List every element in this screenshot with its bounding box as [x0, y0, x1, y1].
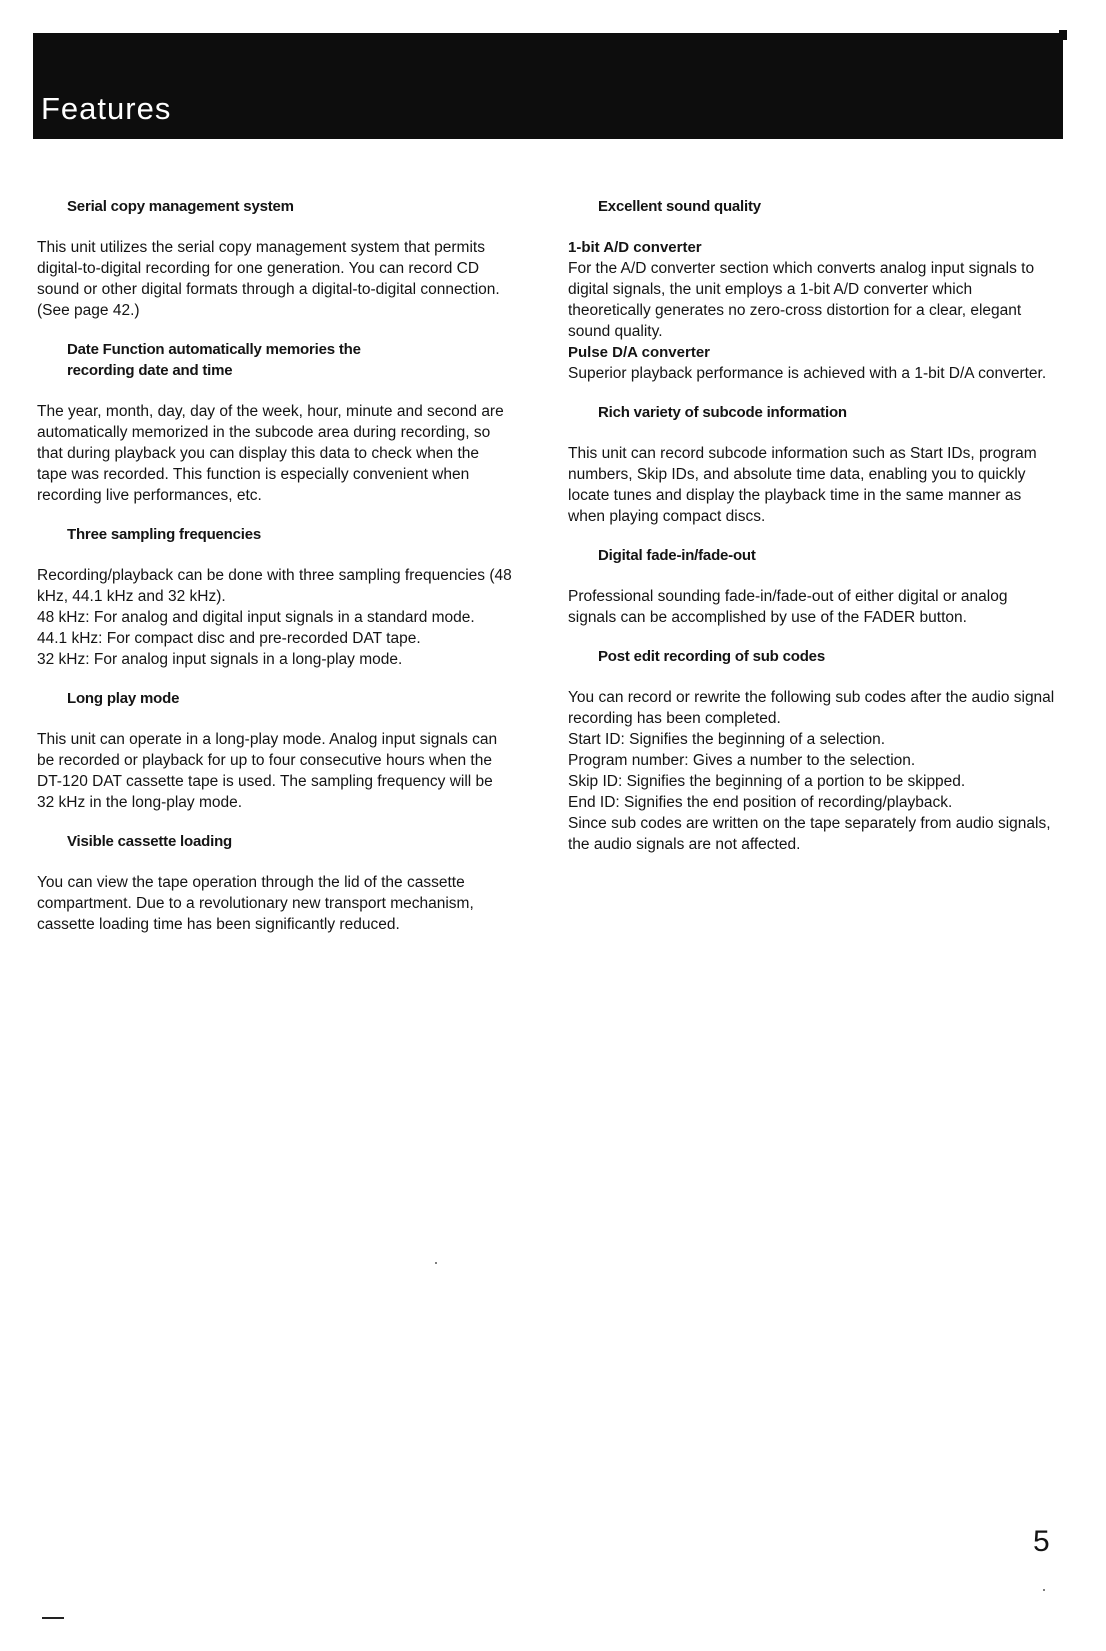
- header-corner-mark: [1059, 30, 1067, 40]
- section-heading: Date Function automatically memories the recording date and time: [67, 341, 361, 379]
- footer-dash: [42, 1617, 64, 1619]
- section-heading: Excellent sound quality: [598, 198, 761, 215]
- section-cassette-loading: [37, 831, 512, 935]
- section-body: You can view the tape operation through the lid of the cassette compartment. Due to a revolutionary new transport mechanism, cassette loading time has been significantly reduced.: [37, 874, 474, 933]
- page-title: Features: [41, 91, 172, 126]
- section-sound-quality: [568, 196, 1058, 384]
- body-line: 32 kHz: For analog input signals in a long-play mode.: [37, 651, 403, 668]
- body-line: 48 kHz: For analog and digital input signals in a standard mode.: [37, 609, 475, 626]
- section-heading: Three sampling frequencies: [67, 526, 262, 543]
- header-bar: [33, 33, 1063, 139]
- scan-speck: [435, 1262, 437, 1264]
- section-body: This unit can operate in a long-play mode. Analog input signals can be recorded or playback for up to four consecutive hours when the DT-120 DAT cassette tape is used. The sampling frequency will be 32 kHz in the long-play mode.: [37, 731, 498, 811]
- right-column: [568, 196, 1058, 873]
- scan-speck: [1043, 1589, 1045, 1591]
- body-line: Program number: Gives a number to the selection.: [568, 752, 916, 769]
- section-body: [37, 565, 512, 670]
- page-number: 5: [1033, 1525, 1050, 1558]
- section-post-edit: [568, 646, 1058, 855]
- section-body: The year, month, day, day of the week, hour, minute and second are automatically memorized in the subcode area during recording, so that during playback you can display this data to check when the tape was recorded. This function is especially convenient when recording live performances, etc.: [37, 403, 504, 504]
- section-subcode-information: [568, 402, 1058, 527]
- section-date-function: [37, 339, 512, 506]
- subsection-body: Superior playback performance is achieved with a 1-bit D/A converter.: [568, 365, 1047, 382]
- body-line: Start ID: Signifies the beginning of a selection.: [568, 731, 886, 748]
- section-heading: Post edit recording of sub codes: [598, 648, 825, 665]
- subsection-body: For the A/D converter section which converts analog input signals to digital signals, the unit employs a 1-bit A/D converter which theoretically generates no zero-cross distortion for a clear, elegant sound quality.: [568, 260, 1035, 340]
- section-body: Professional sounding fade-in/fade-out of either digital or analog signals can be accomplished by use of the FADER button.: [568, 588, 1008, 626]
- section-body: [568, 687, 1058, 855]
- section-body: [568, 237, 1058, 384]
- body-line: 44.1 kHz: For compact disc and pre-recorded DAT tape.: [37, 630, 421, 647]
- section-heading: Digital fade-in/fade-out: [598, 547, 756, 564]
- section-heading: Visible cassette loading: [67, 833, 232, 850]
- body-line: Since sub codes are written on the tape separately from audio signals, the audio signals are not affected.: [568, 815, 1051, 853]
- body-line: End ID: Signifies the end position of recording/playback.: [568, 794, 953, 811]
- section-long-play: [37, 688, 512, 813]
- body-line: You can record or rewrite the following sub codes after the audio signal recording has been completed.: [568, 689, 1055, 727]
- section-sampling-frequencies: [37, 524, 512, 670]
- section-serial-copy: [37, 196, 512, 321]
- body-line: Recording/playback can be done with three sampling frequencies (48 kHz, 44.1 kHz and 32 kHz).: [37, 567, 512, 605]
- section-fade: [568, 545, 1058, 628]
- section-heading: Long play mode: [67, 690, 180, 707]
- body-line: Skip ID: Signifies the beginning of a portion to be skipped.: [568, 773, 966, 790]
- section-body: This unit utilizes the serial copy management system that permits digital-to-digital recording for one generation. You can record CD sound or other digital formats through a digital-to-digital connection. (See page 42.): [37, 239, 500, 319]
- section-heading: Serial copy management system: [67, 198, 294, 215]
- subsection-heading: Pulse D/A converter: [568, 344, 710, 361]
- section-heading: Rich variety of subcode information: [598, 404, 847, 421]
- subsection-heading: 1-bit A/D converter: [568, 239, 702, 256]
- left-column: [37, 196, 512, 953]
- section-body: This unit can record subcode information such as Start IDs, program numbers, Skip IDs, and absolute time data, enabling you to quickly locate tunes and display the playback time in the same manner as when playing compact discs.: [568, 445, 1037, 525]
